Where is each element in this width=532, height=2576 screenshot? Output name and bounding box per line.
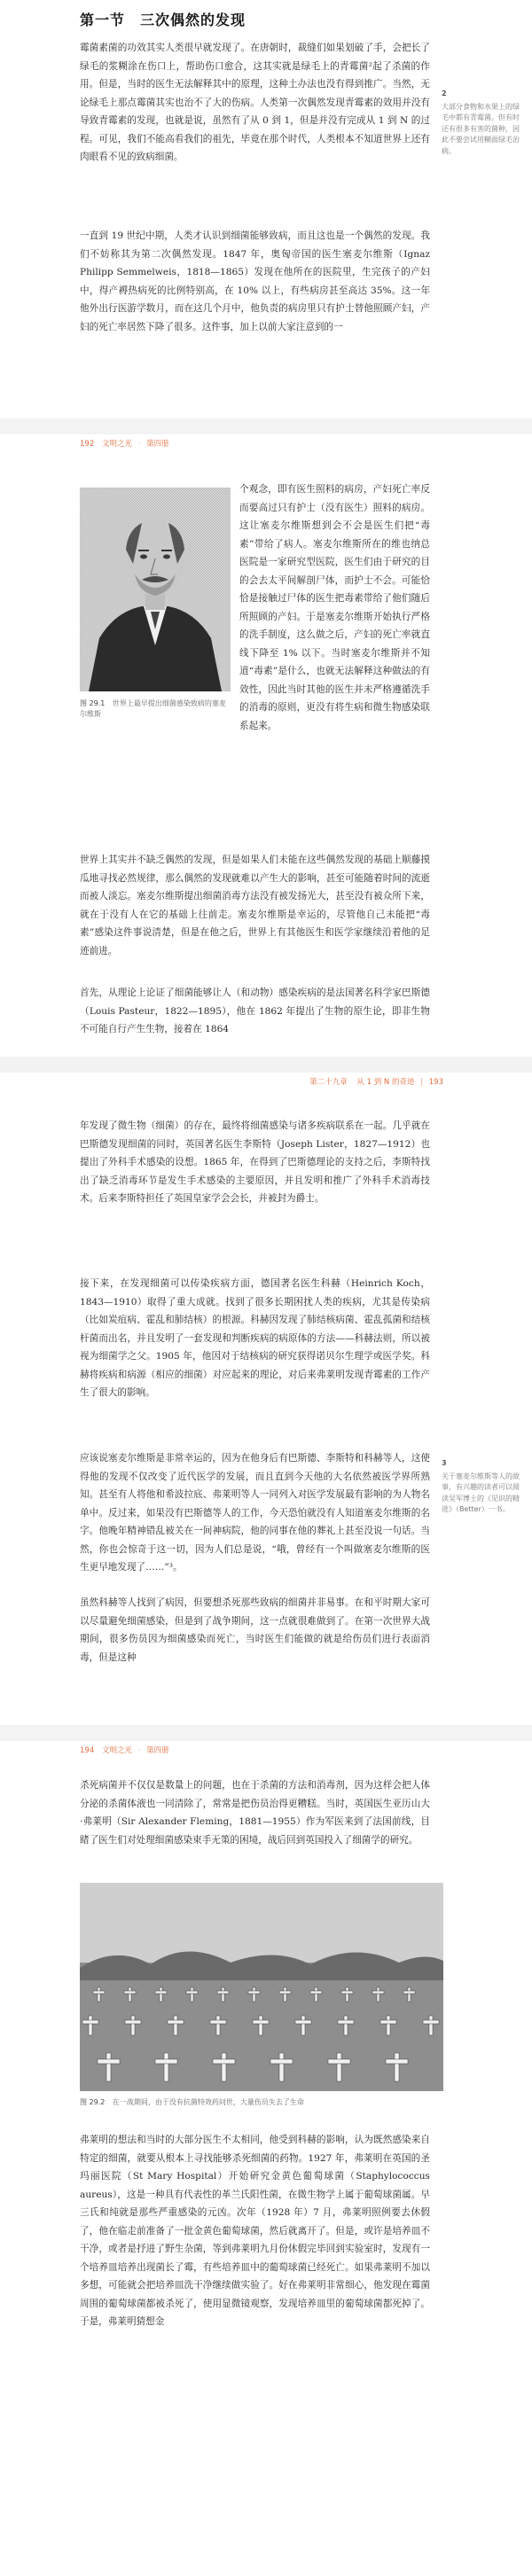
paragraph: 个观念，即有医生照料的病房，产妇死亡率反而要高过只有护士（没有医生）照料的病房。这让塞麦尔维斯想到会不会是医生们把“毒素”带给了病人。塞麦尔维斯所在的维也纳总医院是一家研究型医院，医生们由于研究的目的会去太平间解剖尸体，而护士不会。可能恰恰是接触过尸体的医生把毒素带给了他们随后所照顾的产妇。于是塞麦尔维斯开始执行严格的洗手制度，这么做之后，产妇的死亡率就直线下降至 1% 以下。当时塞麦尔维斯并不知道“毒素”是什么，也就无法解释这种做法的有效性，因此当时其他的医生并未严格遵循洗手的消毒的原则，更没有将生病和微生物感染联系起来。 (239, 484, 430, 731)
figure-label: 图 29.2 (80, 2098, 106, 2106)
side-note (442, 1458, 523, 1516)
paragraph: 首先，从理论上论证了细菌能够让人（和动物）感染疾病的是法国著名科学家巴斯德（Louis Pasteur，1822—1895），他在 1862 年提出了生物的原生论，即非生物不可能自行产生生物，接着在 1864 (80, 987, 430, 1034)
page-number: 192 (80, 440, 95, 449)
chapter-number: 第二十九章 (309, 1078, 348, 1087)
book-title: 文明之光 (101, 1746, 132, 1755)
paragraph: 应该说塞麦尔维斯是非常幸运的，因为在他身后有巴斯德、李斯特和科赫等人，这使得他的发现不仅改变了近代医学的发展，而且直到今天他的大名依然被医学界所熟知。甚至有人将他和希波拉底、弗莱明等人一同列入对医学发展最有影响的为人物名单中。反过来，如果没有巴斯德等人的工作，今天恐怕就没有人知道塞麦尔维斯的名字。他晚年精神错乱被关在一间神病院，他的同事在他的葬礼上甚至没说一句话。当然，你也会惊奇于这一切，因为人们总是说，“哦，曾经有一个叫做塞麦尔维斯的医生更早地发现了……”³。 (80, 1453, 430, 1573)
figure-caption (80, 699, 231, 720)
war-cemetery-photo (80, 1883, 443, 2091)
page-header (309, 1076, 443, 1087)
page-separator (0, 418, 532, 434)
section-title: 第一节 三次偶然的发现 (80, 12, 246, 28)
header-divider: · (137, 1746, 141, 1755)
paragraph: 霉菌素菌的功效其实人类很早就发现了。在唐朝时，裁缝们如果划破了手，会把长了绿毛的浆糊涂在伤口上，帮助伤口愈合，这其实就是绿毛上的青霉菌²起了杀菌的作用。但是，当时的医生无法解释其中的原理，这种土办法也没有得到推广。当然，无论绿毛上那点霉菌其实也治不了大的伤病。人类第一次偶然发现青霉素的效用并没有导致青霉素的发现，也就是说，虽然有了从 0 到 1，但是并没有完成从 1 到 N 的过程。可见，我们不能高看我们的祖先，毕竟在那个时代，人类根本不知道世界上还有肉眼看不见的致病细菌。 (80, 43, 430, 162)
page-header (80, 438, 169, 449)
page-4 (0, 1741, 532, 2576)
figure-caption (80, 2097, 443, 2108)
paragraph: 一直到 19 世纪中期，人类才认识到细菌能够致病，而且这也是一个偶然的发现。我们不妨称其为第二次偶然发现。1847 年，奥匈帝国的医生塞麦尔维斯（Ignaz Philipp Semmelweis，1818—1865）发现在他所在的医院里，生完孩子的产妇中，得产褥热病死的比例特别高，在 10% 以上，有些病房甚至高达 35%。这一年他外出行医游学数月，而在这几个月中，他负责的病房里只有护士替他照顾产妇，产妇的死亡率居然下降了很多。这件事，加上以前大家注意到的一 (80, 230, 430, 332)
page-separator (0, 1057, 532, 1073)
page-1 (0, 0, 532, 417)
header-divider: · (137, 440, 141, 449)
chapter-title: 从 1 到 N 的奇迹 (356, 1078, 415, 1087)
note-number: 3 (442, 1459, 447, 1467)
portrait-engraving (80, 488, 231, 691)
page-separator (0, 1725, 532, 1741)
page-number: 193 (428, 1078, 443, 1087)
note-text: 关于塞麦尔维斯等人的故事，有兴趣的读者可以阅读吴军博士的《见识的精进》（Better）一书。 (442, 1471, 520, 1513)
cemetery-photo-graphic (80, 1883, 443, 2091)
paragraph: 世界上其实并不缺乏偶然的发现，但是如果人们未能在这些偶然发现的基础上顺藤摸瓜地寻找必然规律，那么偶然的发现就难以产生大的影响，甚至可能随着时间的流逝而被人淡忘。塞麦尔维斯提出细菌消毒方法没有被发扬光大，甚至没有被众所下来，就在于没有人在它的基础上往前走。塞麦尔维斯是幸运的，尽管他自己未能把“毒素”感染这件事说清楚，但是在他之后，世界上有其他医生和医学家继续沿着他的足迹前进。 (80, 855, 430, 956)
page-header (80, 1745, 169, 1755)
page-2 (0, 434, 532, 1055)
note-text: 大部分食物和水果上的绿毛中都有青霉菌。但有时还有很多有害的菌种，因此不要尝试用糊面绿毛治病。 (442, 102, 520, 155)
figure-label: 图 29.1 (80, 699, 106, 707)
figure-caption-text: 世界上最早提出细菌感染致病的塞麦尔维斯 (80, 699, 226, 718)
note-number: 2 (442, 90, 447, 98)
book-title: 文明之光 (101, 440, 132, 449)
page-3 (0, 1073, 532, 1663)
side-note (442, 89, 523, 157)
paragraph: 杀死病菌并不仅仅是数量上的问题，也在于杀菌的方法和消毒剂，因为这样会把人体分泌的杀菌体液也一同清除了，常常是把伤员治得更糟糕。当时，英国医生亚历山大·弗莱明（Sir Alexander Fleming，1881—1955）作为军医来到了法国前线，目睹了医生们对处理细菌感染束手无策的困境，战后回到英国投入了细菌学的研究。 (80, 1780, 430, 1846)
header-divider: | (420, 1078, 424, 1087)
volume-label: 第四册 (146, 440, 169, 449)
page-number: 194 (80, 1746, 95, 1755)
paragraph: 弗莱明的想法和当时的大部分医生不太相同，他受到科赫的影响，认为既然感染来自特定的细菌，就要从根本上寻找能够杀死细菌的药物。1927 年，弗莱明在英国的圣玛丽医院（St Mary Hospital）开始研究金黄色葡萄球菌（Staphylococcus aureus），这是一种具有代表性的革兰氏阳性菌，在微生物学上属于葡萄球菌属。早三氏和纯就是那些严重感染的元凶。次年（1928 年）7 月，弗莱明照例要去休假了，他在临走前准备了一批金黄色葡萄球菌，然后就离开了。但是，或许是培养皿不干净，或者是抒进了野生杂菌，等到弗莱明九月份休假完毕回到实验室时，发现有一个培养皿培养出现菌长了霉，有些培养皿中的葡萄球菌已经死亡。如果弗莱明不加以多想，可能就会把培养皿洗干净继续做实验了。好在弗莱明非常细心，他发现在霉菌周围的葡萄球菌都被杀死了，使用显微镜观察，发现培养皿里的葡萄球菌都死掉了。于是，弗莱明猜想金 (80, 2135, 430, 2327)
paragraph: 接下来，在发现细菌可以传染疾病方面，德国著名医生科赫（Heinrich Koch，1843—1910）取得了重大成就。找到了很多长期困扰人类的疾病，尤其是传染病（比如炭疽病、霍乱和肺结核）的根源。科赫因发现了肺结核病菌、霍乱孤菌和结核杆菌而出名，并且发明了一套发现和判断疾病的病原体的方法——科赫法则，所以被视为细菌学之父。1905 年，他因对于结核病的研究获得诺贝尔生理学或医学奖。科赫将疾病和病源（相应的细菌）对应起来的理论，对后来弗莱明发现青霉素的工作产生了很大的影响。 (80, 1278, 430, 1398)
figure-caption-text: 在一战期间，由于没有抗菌特效药问世，大量伤员失去了生命 (112, 2098, 304, 2106)
paragraph: 虽然科赫等人找到了病因，但要想杀死那些致病的细菌并非易事。在和平时期大家可以尽量避免细菌感染，但是到了战争期间，这一点就很难做到了。在第一次世界大战期间，很多伤员因为细菌感染而死亡，当时医生们能做的就是给伤员们进行表面消毒，但是这种 (80, 1597, 430, 1663)
portrait-figure (80, 488, 231, 691)
volume-label: 第四册 (146, 1746, 169, 1755)
paragraph: 年发现了微生物（细菌）的存在，最终将细菌感染与诸多疾病联系在一起。几乎就在巴斯德发现细菌的同时，英国著名医生李斯特（Joseph Lister，1827—1912）也提出了外科手术感染的设想。1865 年，在得到了巴斯德理论的支持之后，李斯特找出了缺乏消毒环节是发生手术感染的主要原因，并且发明和推广了外科手术消毒技术。后来李斯特担任了英国皇家学会会长，并被封为爵士。 (80, 1120, 430, 1204)
